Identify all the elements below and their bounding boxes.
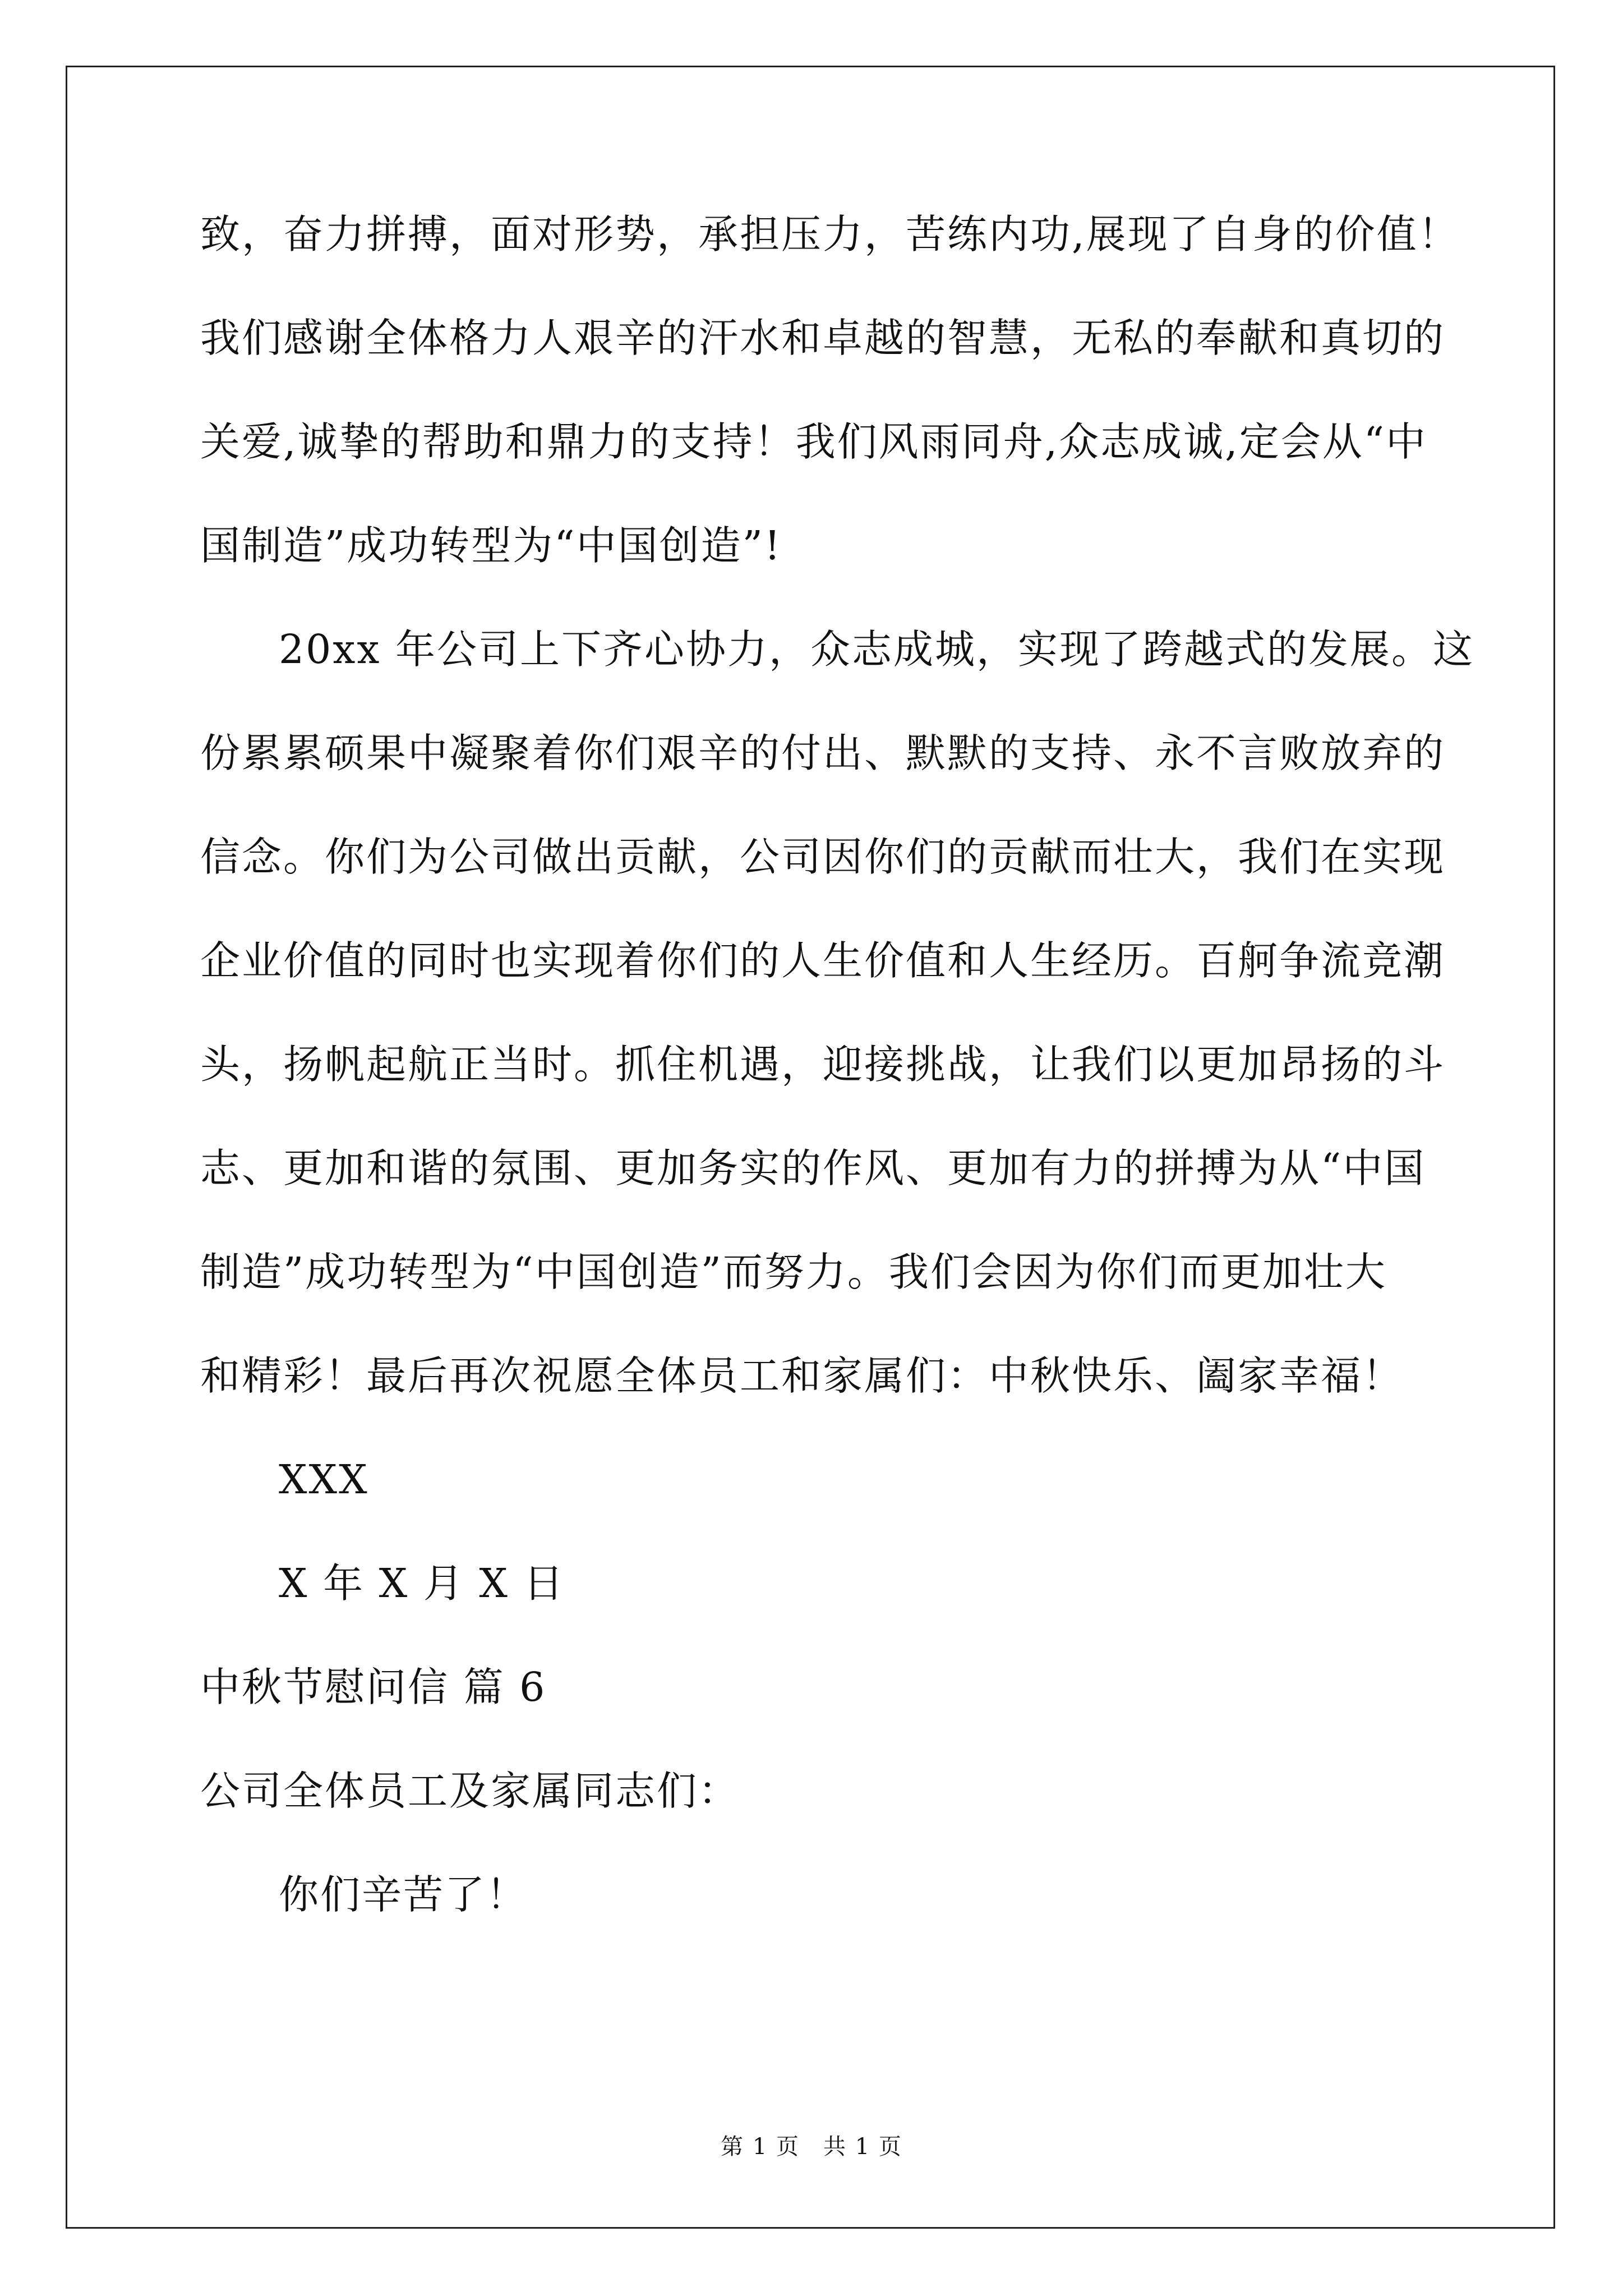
- paragraph-line: 份累累硕果中凝聚着你们艰辛的付出、默默的支持、永不言败放弃的: [200, 730, 1446, 776]
- paragraph-line: 我们感谢全体格力人艰辛的汗水和卓越的智慧，无私的奉献和真切的: [200, 315, 1446, 361]
- paragraph-line: 企业价值的同时也实现着你们的人生价值和人生经历。百舸争流竞潮: [200, 937, 1446, 984]
- paragraph-line: 志、更加和谐的氛围、更加务实的作风、更加有力的拼搏为从“中国: [200, 1145, 1426, 1191]
- paragraph-line: 制造”成功转型为“中国创造”而努力。我们会因为你们而更加壮大: [200, 1249, 1387, 1295]
- paragraph-line: 致，奋力拼搏，面对形势，承担压力，苦练内功,展现了自身的价值！: [200, 211, 1460, 257]
- paragraph-line: 和精彩！最后再次祝愿全体员工和家属们：中秋快乐、阖家幸福！: [200, 1352, 1404, 1399]
- signature-name: XXX: [279, 1456, 369, 1503]
- paragraph-line: 关爱,诚挚的帮助和鼎力的支持！我们风雨同舟,众志成诚,定会从“中: [200, 418, 1428, 465]
- section-heading: 中秋节慰问信 篇 6: [200, 1664, 547, 1710]
- paragraph-line: 20xx 年公司上下齐心协力，众志成城，实现了跨越式的发展。这: [279, 626, 1474, 673]
- paragraph-line: 国制造”成功转型为“中国创造”!: [200, 522, 782, 569]
- paragraph-line: 你们辛苦了！: [279, 1871, 528, 1918]
- salutation: 公司全体员工及家属同志们：: [200, 1768, 740, 1814]
- paragraph-line: 信念。你们为公司做出贡献，公司因你们的贡献而壮大，我们在实现: [200, 834, 1446, 880]
- page-number-footer: 第 1 页 共 1 页: [721, 2134, 902, 2160]
- signature-date: X 年 X 月 X 日: [279, 1560, 565, 1607]
- paragraph-line: 头，扬帆起航正当时。抓住机遇，迎接挑战，让我们以更加昂扬的斗: [200, 1041, 1446, 1088]
